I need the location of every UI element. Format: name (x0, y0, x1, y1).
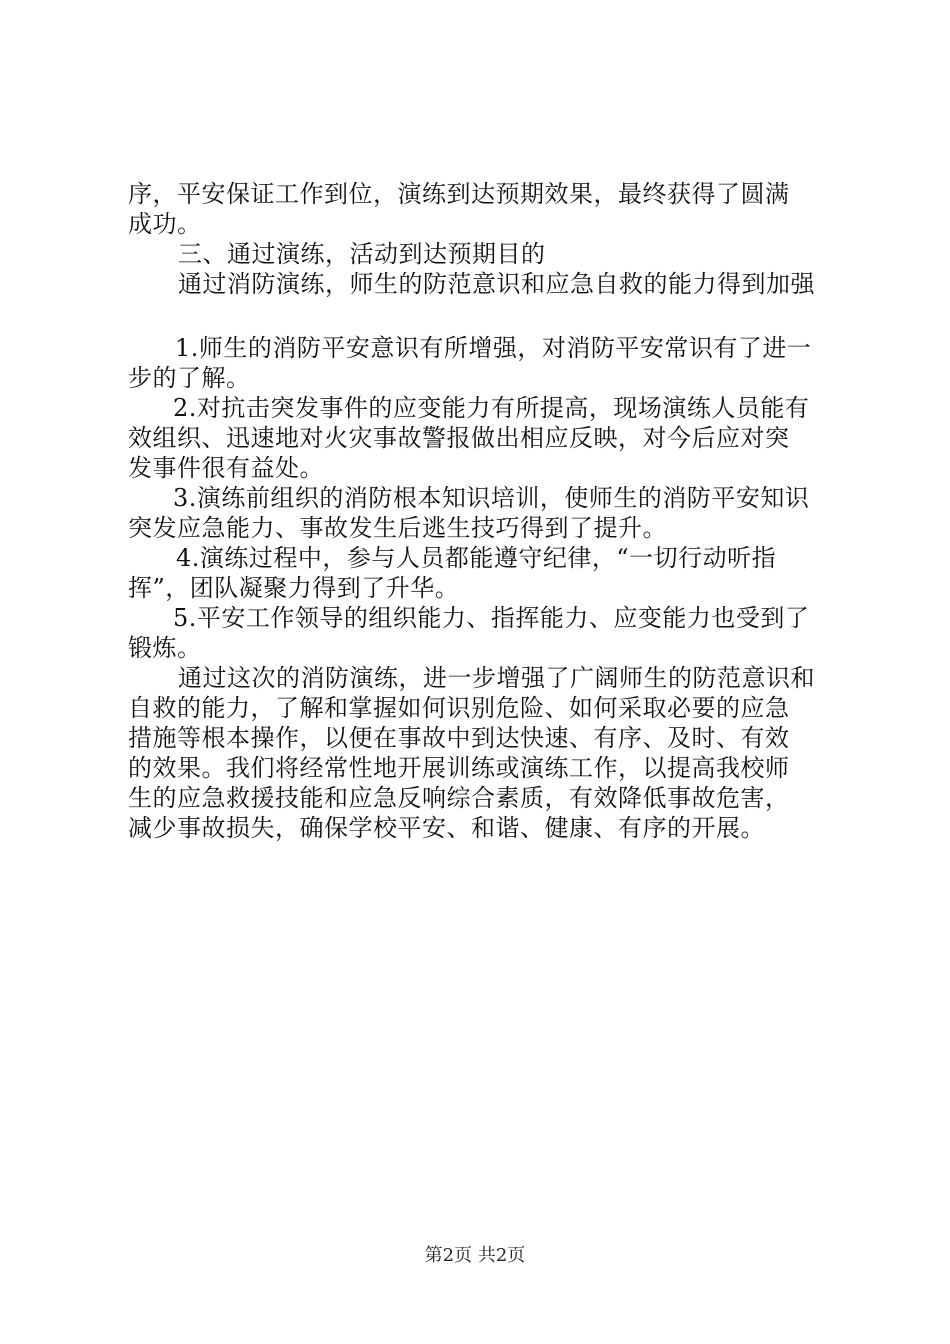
text-line: 通过这次的消防演练，进一步增强了广阔师生的防范意识和 (178, 664, 815, 692)
text-line: 突发应急能力、事故发生后逃生技巧得到了提升。 (128, 514, 667, 542)
section-heading: 三、通过演练，活动到达预期目的 (178, 240, 546, 268)
text-line: 成功。 (128, 210, 202, 238)
text-line: 效组织、迅速地对火灾事故警报做出相应反映，对今后应对突 (128, 424, 790, 452)
list-item: 4.演练过程中，参与人员都能遵守纪律，“一切行动听指 (176, 544, 777, 572)
text-line: 发事件很有益处。 (128, 454, 324, 482)
list-item: 3.演练前组织的消防根本知识培训，使师生的消防平安知识 (173, 484, 810, 512)
text-line: 的效果。我们将经常性地开展训练或演练工作，以提高我校师 (128, 754, 790, 782)
text-line: 减少事故损失，确保学校平安、和谐、健康、有序的开展。 (128, 814, 765, 842)
text-line: 锻炼。 (128, 634, 202, 662)
page-number-footer: 第2页 共2页 (424, 1245, 526, 1266)
text-line: 步的了解。 (128, 364, 251, 392)
list-item: 2.对抗击突发事件的应变能力有所提高，现场演练人员能有 (173, 394, 810, 422)
text-line: 生的应急救援技能和应急反响综合素质，有效降低事故危害， (128, 784, 790, 812)
text-line: 挥”，团队凝聚力得到了升华。 (128, 574, 460, 602)
text-line: 序，平安保证工作到位，演练到达预期效果，最终获得了圆满 (128, 180, 790, 208)
list-item: 1.师生的消防平安意识有所增强，对消防平安常识有了进一 (175, 334, 812, 362)
text-line: 自救的能力，了解和掌握如何识别危险、如何采取必要的应急 (128, 694, 790, 722)
list-item: 5.平安工作领导的组织能力、指挥能力、应变能力也受到了 (173, 604, 810, 632)
text-line: 通过消防演练，师生的防范意识和应急自救的能力得到加强 (178, 270, 815, 298)
text-line: 措施等根本操作，以便在事故中到达快速、有序、及时、有效 (128, 724, 790, 752)
